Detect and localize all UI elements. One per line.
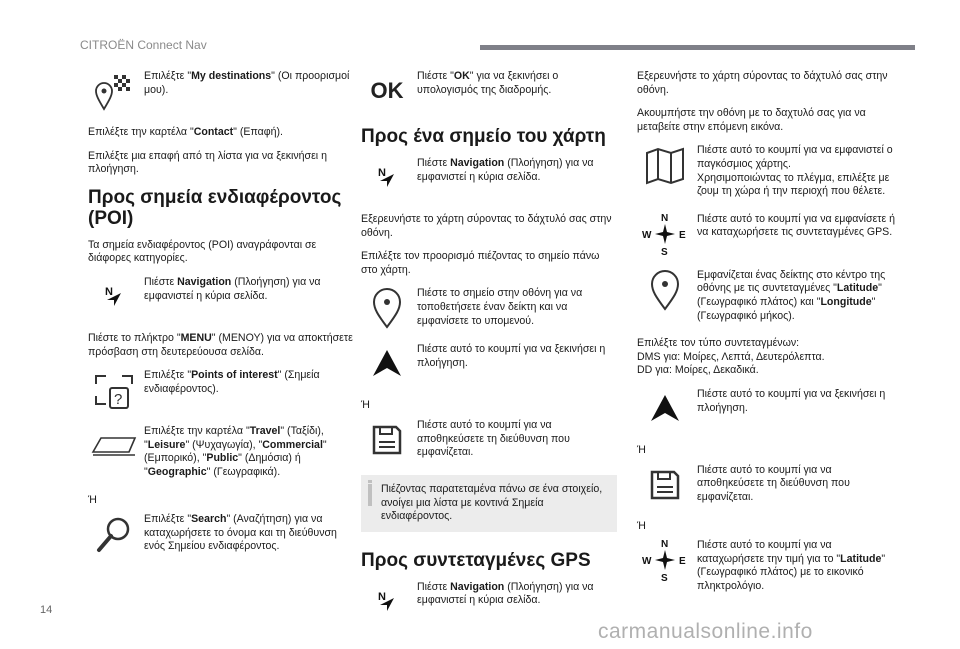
poi-select-text: Επιλέξτε "Points of interest" (Σημεία ενδιαφέροντος). — [144, 369, 320, 395]
coordinate-type-text: Επιλέξτε τον τύπο συντεταγμένων: DMS για: Μοίρες, Λεπτά, Δευτερόλεπτα. DD για: Μοίρες, Δεκαδικά. — [637, 337, 825, 377]
gps-heading: Προς συντεταγμένες GPS — [361, 549, 591, 571]
navigation-arrow-icon — [361, 157, 413, 199]
search-text: Επιλέξτε "Search" (Αναζήτηση) για να καταχωρήσετε το όνομα και τη διεύθυνση ενός Σημείου ενδιαφέροντος. — [144, 513, 337, 553]
map-pin-icon — [361, 287, 413, 329]
info-note — [361, 475, 617, 532]
svg-text:N: N — [661, 539, 669, 551]
or-text-3: Ή — [637, 443, 646, 456]
navigation-row — [88, 276, 353, 318]
svg-text:W: W — [642, 229, 652, 241]
gps-coordinates-row — [637, 213, 899, 255]
start-navigation-icon — [637, 388, 693, 430]
svg-text:E: E — [679, 229, 686, 241]
contact-tab-text: Επιλέξτε την καρτέλα "Contact" (Επαφή). — [88, 126, 283, 138]
select-destination-text: Επιλέξτε τον προορισμό πιέζοντας το σημείο πάνω στο χάρτη. — [361, 250, 600, 276]
poi-select-row — [88, 369, 353, 411]
poi-intro-text: Τα σημεία ενδιαφέροντος (POI) αναγράφονται σε διάφορες κατηγορίες. — [88, 238, 317, 265]
marker-row — [637, 269, 899, 323]
compass-icon — [637, 213, 693, 255]
manual-title: CITROËN Connect Nav — [80, 38, 207, 52]
press-point-text: Πιέστε το σημείο στην οθόνη για να τοποθετήσετε έναν δείκτη και να εμφανίσετε το υπομενού. — [417, 287, 583, 327]
svg-text:N: N — [661, 212, 669, 224]
map-pin-icon — [637, 269, 693, 311]
svg-text:E: E — [679, 556, 686, 568]
svg-text:N: N — [378, 167, 386, 179]
flag-pin-icon — [88, 70, 140, 112]
compass-icon — [637, 539, 693, 584]
or-text-4: Ή — [637, 519, 646, 532]
svg-text:N: N — [378, 590, 386, 603]
world-map-icon — [637, 144, 693, 186]
save-icon — [361, 419, 413, 461]
svg-text:S: S — [661, 573, 668, 584]
navigation-text: Πιέστε Navigation (Πλοήγηση) για να εμφανιστεί η κύρια σελίδα. — [144, 275, 321, 302]
explore-map-text: Εξερευνήστε το χάρτη σύροντας το δάχτυλό σας στην οθόνη. — [361, 213, 612, 239]
touch-screen-text: Ακουμπήστε την οθόνη με το δαχτυλό σας για να μεταβείτε στην επόμενη εικόνα. — [637, 107, 866, 133]
navigation-text-3: Πιέστε Navigation (Πλοήγηση) για να εμφανιστεί η κύρια σελίδα. — [417, 580, 594, 607]
navigation-arrow-icon — [361, 581, 413, 623]
map-point-heading: Προς ένα σημείο του χάρτη — [361, 126, 606, 147]
header-bar — [480, 45, 915, 50]
svg-text:W: W — [642, 556, 652, 568]
world-map-row — [637, 144, 899, 198]
save-address-row — [361, 419, 617, 461]
save-address-text: Πιέστε αυτό το κουμπί για να αποθηκεύσετε τη διεύθυνση που εμφανίζεται. — [417, 418, 570, 459]
start-navigation-row — [361, 343, 617, 385]
poi-heading: Προς σημεία ενδιαφέροντος (POI) — [88, 186, 342, 229]
poi-question-icon — [88, 369, 140, 411]
save-address-text-2: Πιέστε αυτό το κουμπί για να αποθηκεύσετε τη διεύθυνση που εμφανίζεται. — [697, 463, 850, 503]
svg-text:?: ? — [114, 391, 123, 409]
column-1 — [88, 70, 353, 569]
or-text: Ή — [88, 493, 97, 506]
my-destinations-row — [88, 70, 353, 112]
ok-icon: OK — [370, 78, 404, 104]
start-navigation-text-2: Πιέστε αυτό το κουμπί για να ξεκινήσει η πλοήγηση. — [697, 387, 886, 414]
start-navigation-row-2 — [637, 388, 899, 430]
tab-shape-icon — [88, 425, 140, 467]
enter-latitude-text: Πιέστε αυτό το κουμπί για να καταχωρήσετε την τιμή για το "Latitude" (Γεωγραφικό πλάτος) με το εικονικό πληκτρολόγιο. — [697, 539, 886, 592]
navigation-text-2: Πιέστε Navigation (Πλοήγηση) για να εμφανιστεί η κύρια σελίδα. — [417, 157, 594, 183]
world-map-text: Πιέστε αυτό το κουμπί για να εμφανιστεί ο παγκόσμιος χάρτης. Χρησιμοποιώντας το πλέγμα, επιλέξτε με ζουμ τη χώρα ή την περιοχή που θέλετε. — [697, 144, 893, 198]
search-icon — [88, 513, 140, 555]
save-icon — [637, 464, 693, 506]
svg-text:S: S — [661, 246, 668, 257]
navigation-row-3 — [361, 581, 617, 623]
search-row — [88, 513, 353, 555]
info-icon-dot — [368, 480, 372, 483]
navigation-arrow-icon — [88, 276, 140, 318]
ok-row — [361, 70, 617, 112]
or-text-2: Ή — [361, 399, 370, 412]
ok-text: Πιέστε "OK" για να ξεκινήσει ο υπολογισμός της διαδρομής. — [417, 70, 559, 96]
column-3 — [637, 70, 899, 607]
start-navigation-text: Πιέστε αυτό το κουμπί για να ξεκινήσει η πλοήγηση. — [417, 343, 606, 369]
explore-map-text-2: Εξερευνήστε το χάρτη σύροντας το δάχτυλό σας στην οθόνη. — [637, 70, 888, 96]
choose-contact-text: Επιλέξτε μια επαφή από τη λίστα για να ξεκινήσει η πλοήγηση. — [88, 149, 327, 176]
marker-text: Εμφανίζεται ένας δείκτης στο κέντρο της οθόνης με τις συντεταγμένες "Latitude" (Γεωγραφικό πλάτος) και "Longitude" (Γεωγραφικό μήκος). — [697, 268, 886, 322]
enter-latitude-row — [637, 539, 899, 593]
press-point-row — [361, 287, 617, 329]
save-address-row-2 — [637, 464, 899, 506]
page-number: 14 — [40, 604, 53, 616]
poi-tabs-text: Επιλέξτε την καρτέλα "Travel" (Ταξίδι), "Leisure" (Ψυχαγωγία), "Commercial" (Εμπορικό), "Public" (Δημόσια) ή "Geographic" (Γεωγραφικά). — [144, 425, 327, 478]
menu-text: Πιέστε το πλήκτρο "MENU" (ΜΕΝΟΥ) για να αποκτήσετε πρόσβαση στη δευτερεύουσα σελίδα. — [88, 331, 353, 358]
my-destinations-text: Επιλέξτε "My destinations" (Οι προορισμοί μου). — [144, 70, 350, 96]
watermark: carmanualsonline.info — [598, 620, 813, 643]
info-icon-bar — [368, 484, 372, 506]
gps-coordinates-text: Πιέστε αυτό το κουμπί για να εμφανίσετε ή να καταχωρήσετε τις συντεταγμένες GPS. — [697, 212, 896, 239]
start-navigation-icon — [361, 343, 413, 385]
navigation-row-2 — [361, 157, 617, 199]
poi-tabs-row — [88, 425, 353, 479]
column-2 — [361, 70, 617, 637]
info-note-text: Πιέζοντας παρατεταμένα πάνω σε ένα στοιχείο, ανοίγει μια λίστα με κοντινά Σημεία ενδιαφέροντος. — [381, 482, 603, 523]
svg-text:N: N — [105, 285, 113, 298]
